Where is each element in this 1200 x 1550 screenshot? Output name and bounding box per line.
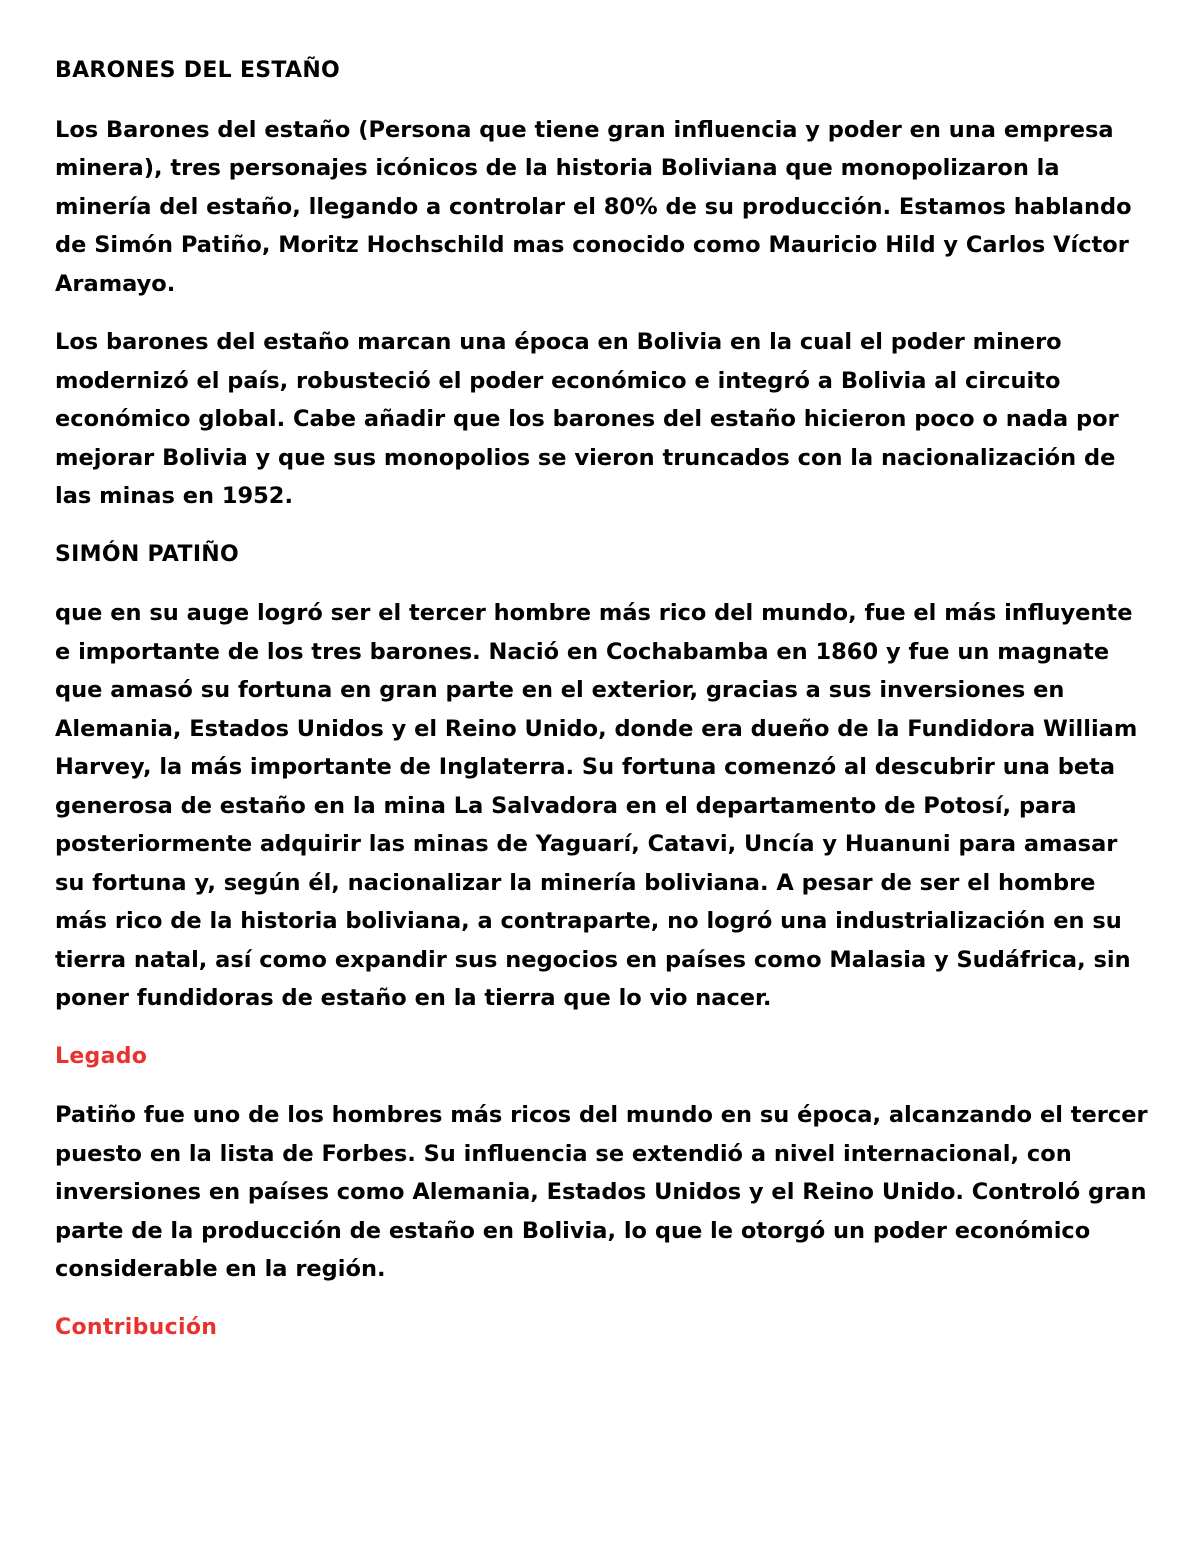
intro-paragraph-1: Los Barones del estaño (Persona que tiene gran influencia y poder en una empresa minera), tres personajes icónicos de la historia Boliviana que monopolizaron la minería del estaño, llegando a controlar el 80% de su producción. Estamos hablando de Simón Patiño, Moritz Hochschild mas conocido como Mauricio Hild y Carlos Víctor Aramayo. bbox=[55, 116, 1132, 297]
contribucion-heading: Contribución bbox=[55, 1314, 218, 1340]
document-title: BARONES DEL ESTAÑO bbox=[55, 58, 341, 83]
document-page bbox=[55, 52, 1150, 1367]
legado-paragraph: Patiño fue uno de los hombres más ricos del mundo en su época, alcanzando el tercer puesto en la lista de Forbes. Su influencia se extendió a nivel internacional, con inversiones en países como Alemania, Estados Unidos y el Reino Unido. Controló gran parte de la producción de estaño en Bolivia, lo que le otorgó un poder económico considerable en la región. bbox=[55, 1102, 1148, 1282]
legado-heading: Legado bbox=[55, 1043, 148, 1069]
simon-patino-paragraph: que en su auge logró ser el tercer hombre más rico del mundo, fue el más influyente e importante de los tres barones. Nació en Cochabamba en 1860 y fue un magnate que amasó su fortuna en gran parte en el exterior, gracias a sus inversiones en Alemania, Estados Unidos y el Reino Unido, donde era dueño de la Fundidora William Harvey, la más importante de Inglaterra. Su fortuna comenzó al descubrir una beta generosa de estaño en la mina La Salvadora en el departamento de Potosí, para posteriormente adquirir las minas de Yaguarí, Catavi, Uncía y Huanuni para amasar su fortuna y, según él, nacionalizar la minería boliviana. A pesar de ser el hombre más rico de la historia boliviana, a contraparte, no logró una industrialización en su tierra natal, así como expandir sus negocios en países como Malasia y Sudáfrica, sin poner fundidoras de estaño en la tierra que lo vio nacer. bbox=[55, 600, 1138, 1011]
section-heading-simon-patino: SIMÓN PATIÑO bbox=[55, 541, 240, 567]
intro-paragraph-2: Los barones del estaño marcan una época en Bolivia en la cual el poder minero modernizó el país, robusteció el poder económico e integró a Bolivia al circuito económico global. Cabe añadir que los barones del estaño hicieron poco o nada por mejorar Bolivia y que sus monopolios se vieron truncados con la nacionalización de las minas en 1952. bbox=[55, 329, 1119, 509]
